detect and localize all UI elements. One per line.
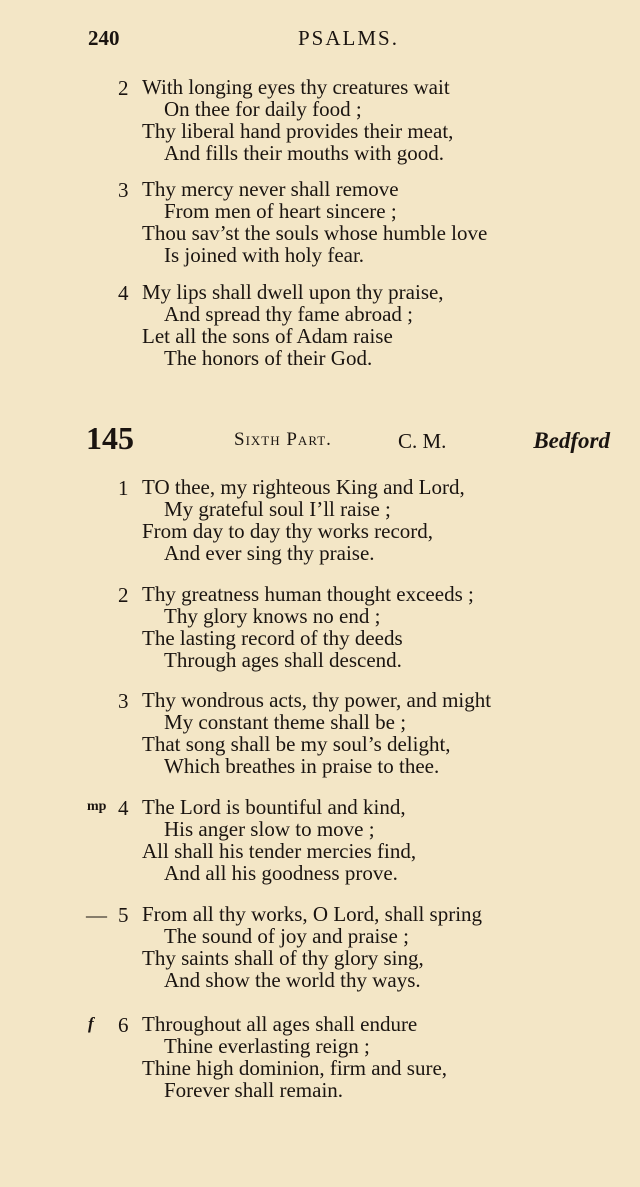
stanza-line: The sound of joy and praise ;	[164, 924, 409, 948]
stanza-line: The Lord is bountiful and kind,	[142, 795, 406, 819]
stanza-line: And all his goodness prove.	[164, 861, 398, 885]
stanza-number: 3	[118, 689, 129, 713]
page-number: 240	[88, 26, 120, 50]
stanza-line: And show the world thy ways.	[164, 968, 421, 992]
stanza-line: Is joined with holy fear.	[164, 243, 365, 267]
stanza-line: Let all the sons of Adam raise	[142, 324, 393, 348]
stanza-line: Thine everlasting reign ;	[164, 1034, 370, 1058]
stanza-line: From day to day thy works record,	[142, 519, 434, 543]
stanza-number: 2	[118, 76, 129, 100]
stanza-line: The honors of their God.	[164, 346, 373, 370]
stanza-line: And spread thy fame abroad ;	[164, 302, 413, 326]
stanza-number: 1	[118, 476, 129, 500]
stanza-number: 4	[118, 281, 129, 305]
stanza-line: Throughout all ages shall endure	[142, 1012, 418, 1036]
stanza-line: The lasting record of thy deeds	[142, 626, 403, 650]
stanza-line: Forever shall remain.	[164, 1078, 344, 1102]
stanza-line: My lips shall dwell upon thy praise,	[142, 280, 444, 304]
stanza-line: Thy greatness human thought exceeds ;	[142, 582, 474, 606]
stanza-line: From men of heart sincere ;	[164, 199, 397, 223]
dynamic-marking: mp	[87, 799, 107, 814]
stanza-number: 4	[118, 796, 129, 820]
stanza-line: My grateful soul I’ll raise ;	[164, 497, 391, 521]
psalm-part: Sixth Part.	[234, 429, 332, 450]
stanza-number: 6	[118, 1013, 129, 1037]
stanza-number: 3	[118, 178, 129, 202]
dynamic-marking: —	[86, 903, 107, 927]
dynamic-marking: f	[88, 1014, 94, 1033]
stanza-line: His anger slow to move ;	[164, 817, 375, 841]
tune-name: Bedford	[533, 428, 610, 453]
stanza-line: Thy mercy never shall remove	[142, 177, 399, 201]
stanza-line: Through ages shall descend.	[164, 648, 402, 672]
stanza-line: Thine high dominion, firm and sure,	[142, 1056, 448, 1080]
stanza-line: My constant theme shall be ;	[164, 710, 407, 734]
stanza-line: Thy liberal hand provides their meat,	[142, 119, 454, 143]
running-title: PSALMS.	[298, 26, 399, 50]
stanza-line: Thy saints shall of thy glory sing,	[142, 946, 424, 970]
psalm-meter: C. M.	[398, 429, 447, 453]
stanza-number: 5	[118, 903, 129, 927]
psalm-number: 145	[86, 420, 134, 456]
stanza-line: That song shall be my soul’s delight,	[142, 732, 451, 756]
stanza-line: From all thy works, O Lord, shall spring	[142, 902, 483, 926]
page-header	[88, 26, 610, 56]
stanza-line: And ever sing thy praise.	[164, 541, 375, 565]
stanza-line: TO thee, my righteous King and Lord,	[142, 475, 465, 499]
stanza-line: Thou sav’st the souls whose humble love	[142, 221, 488, 245]
stanza-line: Thy glory knows no end ;	[164, 604, 381, 628]
stanza-line: All shall his tender mercies find,	[142, 839, 417, 863]
stanza-line: Which breathes in praise to thee.	[164, 754, 440, 778]
stanza-line: Thy wondrous acts, thy power, and might	[142, 688, 492, 712]
stanza-line: On thee for daily food ;	[164, 97, 362, 121]
psalm-heading	[86, 420, 610, 460]
stanza-line: And fills their mouths with good.	[164, 141, 444, 165]
stanza-line: With longing eyes thy creatures wait	[142, 75, 450, 99]
stanza-number: 2	[118, 583, 129, 607]
